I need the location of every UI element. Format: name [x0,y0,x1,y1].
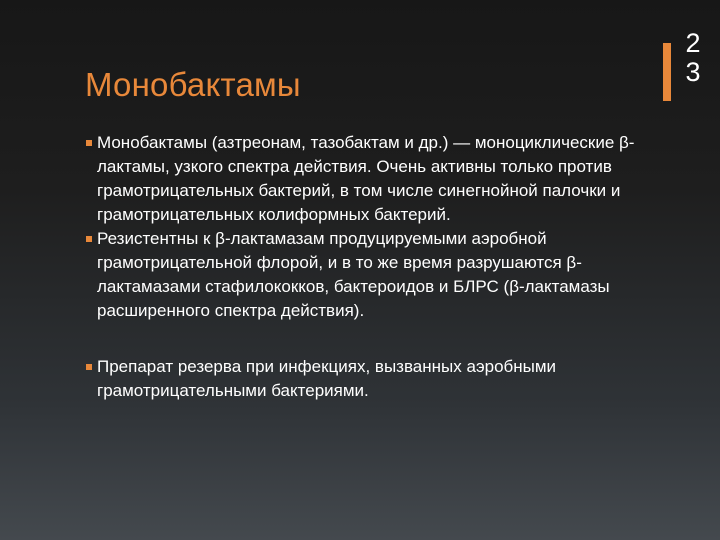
accent-bar [663,43,671,101]
square-bullet-icon [86,236,92,242]
slide-title: Монобактамы [85,66,301,103]
bullet-text: Резистентны к β-лактамазам продуцируемыми аэробной грамотрицательной флорой, и в то же время разрушаются β-лактамазами стафилококков, бактероидов и БЛРС (β-лактамазы расширенного спектра действия). [97,229,610,320]
slide-number-badge [663,28,713,103]
square-bullet-icon [86,140,92,146]
bullet-text: Монобактамы (азтреонам, тазобактам и др.) — моноциклические β-лактамы, узкого спектра действия. Очень активны только против грамотрицательных бактерий, в том числе синегнойной палочки и грамотрицательных колиформных бактерий. [97,133,635,224]
bullet-item [86,227,656,323]
bullet-list [86,131,656,403]
bullet-item [86,355,656,403]
slide-number: 23 [685,28,701,87]
bullet-item [86,131,656,227]
square-bullet-icon [86,364,92,370]
bullet-text: Препарат резерва при инфекциях, вызванных аэробными грамотрицательными бактериями. [97,357,557,400]
